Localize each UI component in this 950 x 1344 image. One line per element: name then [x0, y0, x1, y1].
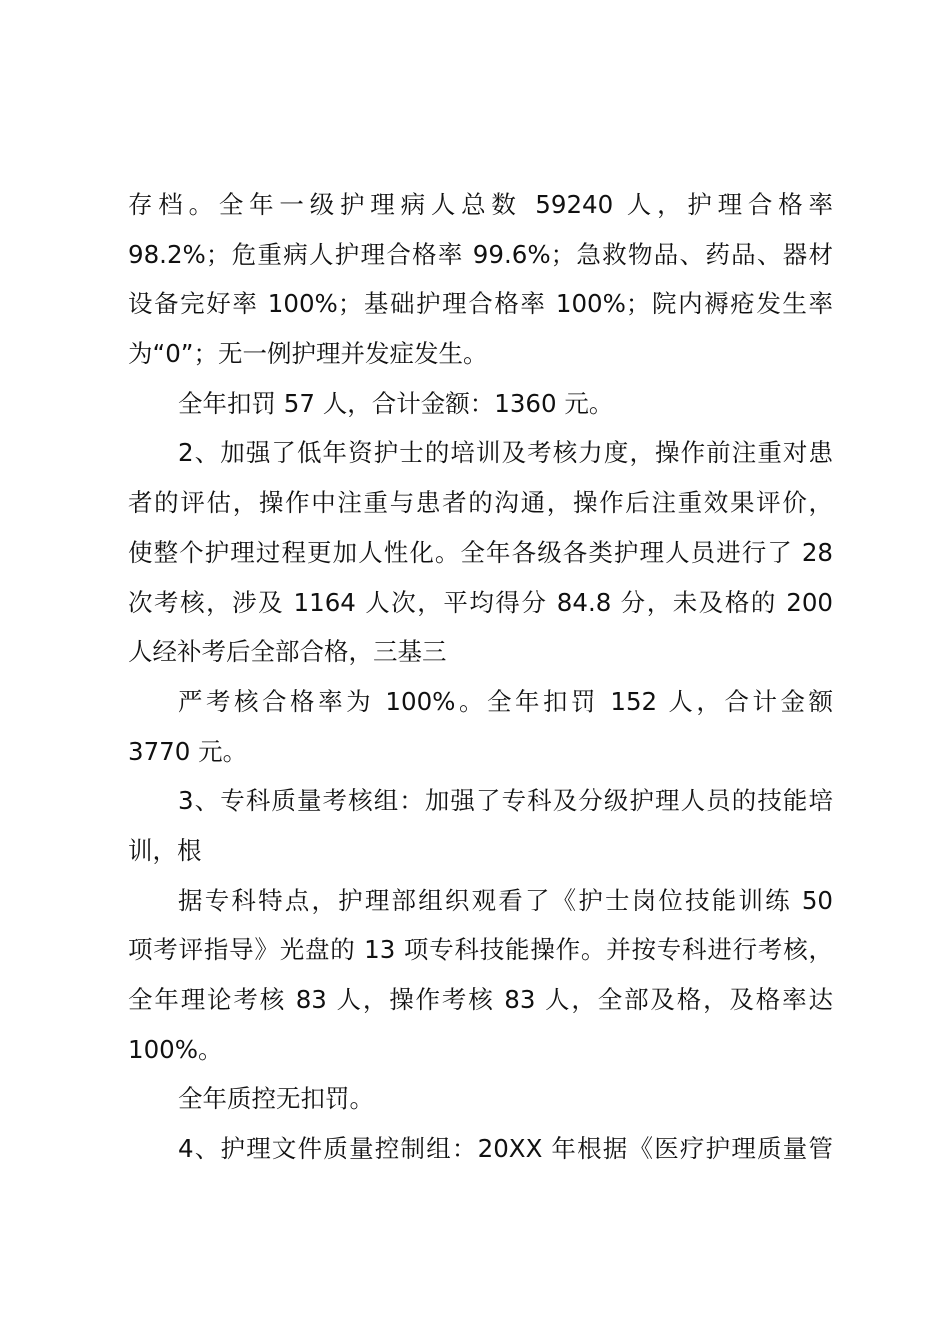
text-line-16: 项考评指导》光盘的 13 项专科技能操作。并按专科进行考核， [128, 935, 833, 965]
text-line-7: 者的评估，操作中注重与患者的沟通，操作后注重效果评价， [128, 488, 833, 518]
text-line-15: 据专科特点，护理部组织观看了《护士岗位技能训练 50 [178, 885, 833, 915]
text-line-18: 100%。 [128, 1034, 223, 1064]
body-text [128, 180, 833, 1174]
text-line-13: 3、专科质量考核组：加强了专科及分级护理人员的技能培 [178, 786, 833, 816]
text-line-14: 训，根 [128, 835, 202, 865]
text-line-4: 为“0”；无一例护理并发症发生。 [128, 339, 488, 369]
text-line-8: 使整个护理过程更加人性化。全年各级各类护理人员进行了 28 [128, 537, 833, 567]
text-line-6: 2、加强了低年资护士的培训及考核力度，操作前注重对患 [178, 438, 833, 468]
text-line-20: 4、护理文件质量控制组：20XX 年根据《医疗护理质量管 [178, 1134, 833, 1164]
text-line-12: 3770 元。 [128, 736, 248, 766]
text-line-1: 存档。全年一级护理病人总数 59240 人，护理合格率 [128, 190, 833, 219]
text-line-10: 人经补考后全部合格，三基三 [128, 637, 447, 667]
text-line-5: 全年扣罚 57 人，合计金额：1360 元。 [178, 388, 614, 418]
text-line-3: 设备完好率 100%；基础护理合格率 100%；院内褥疮发生率 [128, 289, 833, 319]
text-line-9: 次考核，涉及 1164 人次，平均得分 84.8 分，未及格的 200 [128, 587, 833, 617]
text-line-2: 98.2%；危重病人护理合格率 99.6%；急救物品、药品、器材 [128, 239, 833, 269]
text-line-11: 严考核合格率为 100%。全年扣罚 152 人，合计金额 [178, 686, 833, 716]
text-line-17: 全年理论考核 83 人，操作考核 83 人，全部及格，及格率达 [128, 985, 833, 1014]
text-line-19: 全年质控无扣罚。 [178, 1084, 374, 1114]
